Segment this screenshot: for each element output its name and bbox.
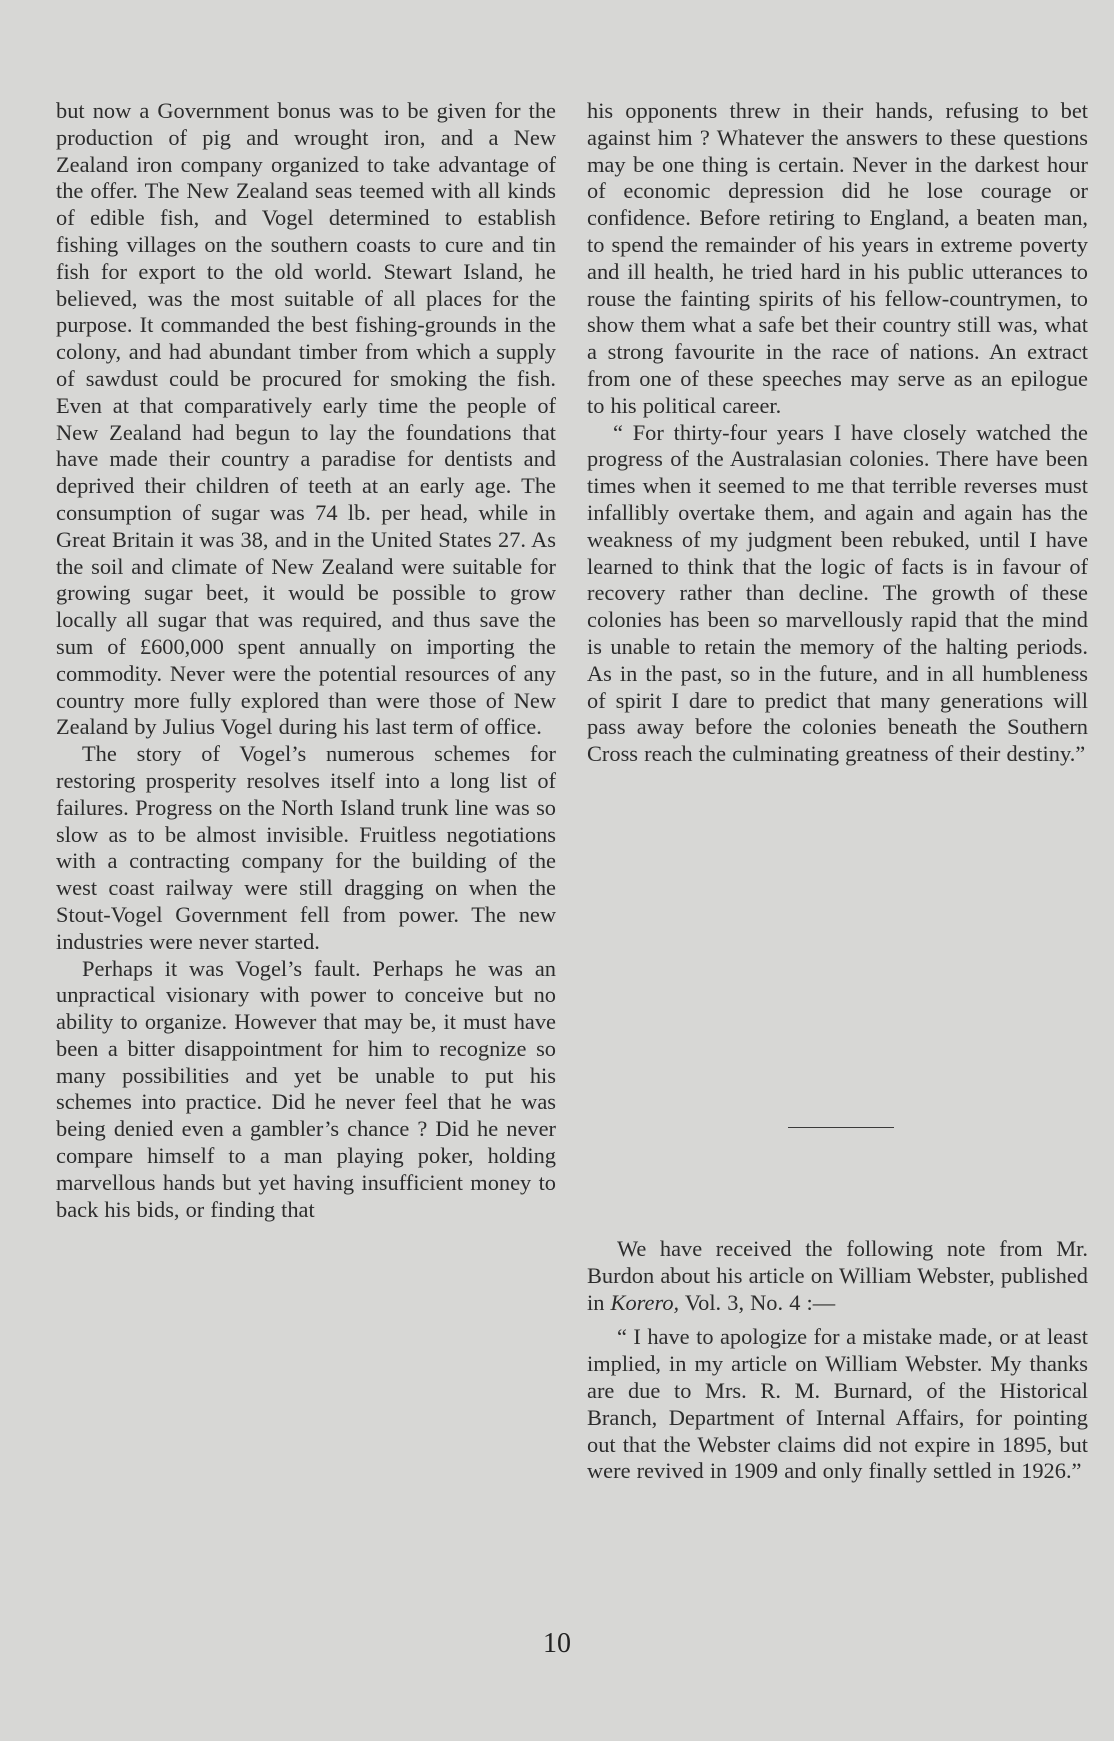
note-intro xyxy=(587,1236,1088,1316)
quotation-paragraph: “ For thirty-four years I have closely watched the progress of the Australasian colonies. There have been times when it seemed to me that terrible reverses must infallibly overtake them, and again and again has the weakness of my judgment been rebuked, until I have learned to think that the logic of facts is in favour of recovery rather than decline. The growth of these colonies has been so marvellously rapid that the mind is unable to retain the memory of the halting periods. As in the past, so in the future, and in all humbleness of spirit I dare to predict that many generations will pass away before the colonies beneath the Southern Cross reach the culminating greatness of their destiny.” xyxy=(587,419,1088,767)
note-intro-volume: Vol. 3, No. 4 :— xyxy=(679,1289,836,1315)
paragraph: The story of Vogel’s numerous schemes for restoring prosperity resolves itself into a long list of failures. Progress on the North Island trunk line was so slow as to be almost invisible. Fruitless negotiations with a contracting company for the building of the west coast railway were still dragging on when the Stout-Vogel Government fell from power. The new industries were never started. xyxy=(56,741,556,954)
publication-title: Korero, xyxy=(610,1289,680,1315)
left-column xyxy=(56,98,556,1223)
section-divider xyxy=(788,1127,894,1128)
page-number: 10 xyxy=(543,1628,571,1659)
paragraph: but now a Government bonus was to be given for the production of pig and wrought iron, and a New Zealand iron company organized to take advantage of the offer. The New Zealand seas teemed with all kinds of edible fish, and Vogel determined to establish fishing villages on the southern coasts to cure and tin fish for export to the old world. Stewart Island, he believed, was the most suitable of all places for the purpose. It commanded the best fishing-grounds in the colony, and had abundant timber from which a supply of sawdust could be procured for smoking the fish. Even at that comparatively early time the people of New Zealand had begun to lay the foundations that have made their country a paradise for dentists and deprived their children of teeth at an early age. The consumption of sugar was 74 lb. per head, while in Great Britain it was 38, and in the United States 27. As the soil and climate of New Zealand were suitable for growing sugar beet, it would be possible to grow locally all sugar that was required, and thus save the sum of £600,000 spent annually on importing the commodity. Never were the potential resources of any country more fully explored than were those of New Zealand by Julius Vogel during his last term of office. xyxy=(56,98,556,740)
note-intro-text: We have received the following note from Mr. Burdon about his article on William Webster, published in xyxy=(587,1236,1088,1315)
paragraph: Perhaps it was Vogel’s fault. Perhaps he was an unpractical visionary with power to conceive but no ability to organize. However that may be, it must have been a bitter disappointment for him to recognize so many possibilities and yet be unable to put his schemes into practice. Did he never feel that he was being denied even a gambler’s chance ? Did he never compare himself to a man playing poker, holding marvellous hands but yet having insufficient money to back his bids, or finding that xyxy=(56,955,556,1222)
note-quote: “ I have to apologize for a mistake made, or at least implied, in my article on William Webster. My thanks are due to Mrs. R. M. Burnard, of the Historical Branch, Department of Internal Affairs, for pointing out that the Webster claims did not expire in 1895, but were revived in 1909 and only finally settled in 1926.” xyxy=(587,1324,1088,1484)
paragraph: his opponents threw in their hands, refusing to bet against him ? Whatever the answers to these questions may be one thing is certain. Never in the darkest hour of economic depression did he lose courage or confidence. Before retiring to England, a beaten man, to spend the remainder of his years in extreme poverty and ill health, he tried hard in his public utterances to rouse the fainting spirits of his fellow-countrymen, to show them what a safe bet their country still was, what a strong favourite in the race of nations. An extract from one of these speeches may serve as an epilogue to his political career. xyxy=(587,98,1088,418)
editorial-note xyxy=(587,1236,1088,1485)
right-column xyxy=(587,98,1088,768)
